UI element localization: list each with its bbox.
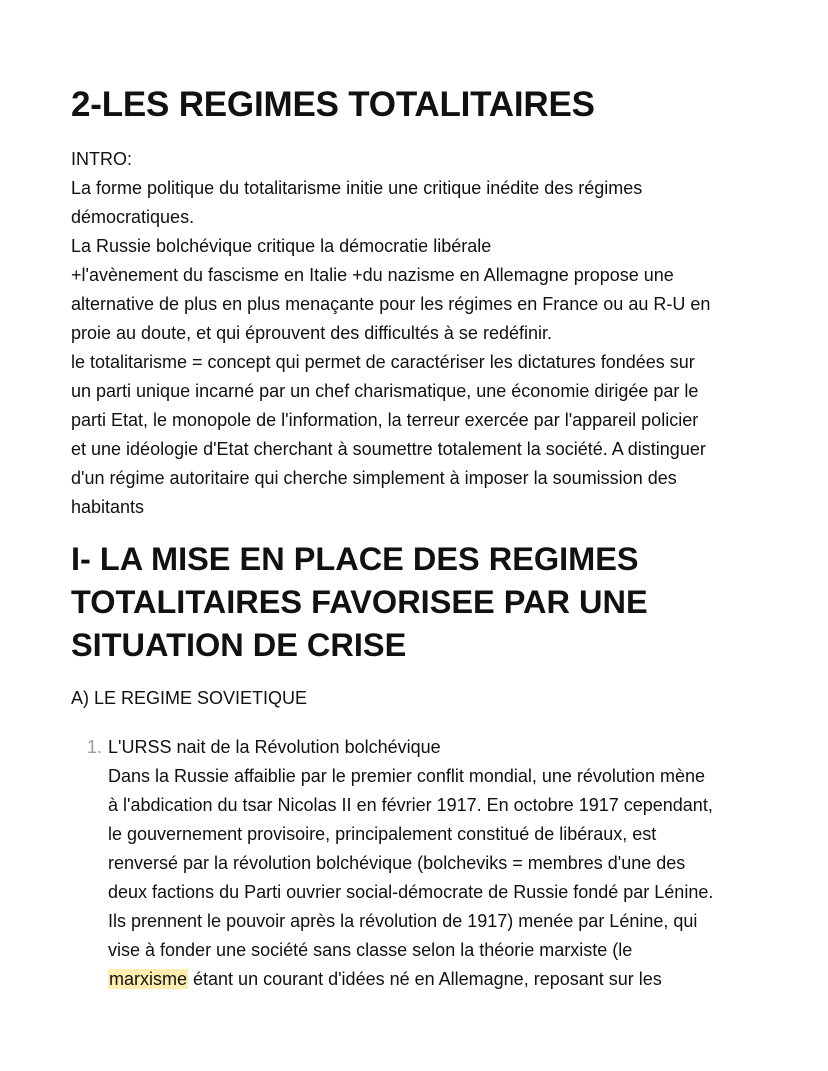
document-page [71, 82, 771, 994]
list-item [87, 733, 771, 994]
intro-line: proie au doute, et qui éprouvent des difficultés à se redéfinir. [71, 323, 552, 343]
list-item-line-rest: étant un courant d'idées né en Allemagne, reposant sur les [188, 969, 662, 989]
intro-line: un parti unique incarné par un chef charismatique, une économie dirigée par le [71, 381, 699, 401]
subsection-heading: A) LE REGIME SOVIETIQUE [71, 688, 308, 708]
list-item-line: renversé par la révolution bolchévique (bolcheviks = membres d'une des [108, 853, 686, 873]
section-heading-line: I- LA MISE EN PLACE DES REGIMES [71, 541, 639, 577]
numbered-list [71, 733, 771, 994]
intro-line: La Russie bolchévique critique la démocratie libérale [71, 236, 492, 256]
list-item-line [108, 965, 771, 994]
intro-label: INTRO: [71, 149, 132, 169]
list-number: 1. [87, 737, 103, 757]
list-item-line: vise à fonder une société sans classe selon la théorie marxiste (le [108, 940, 633, 960]
section-heading [71, 538, 771, 667]
intro-line: d'un régime autoritaire qui cherche simplement à imposer la soumission des [71, 468, 677, 488]
section-heading-line: TOTALITAIRES FAVORISEE PAR UNE [71, 584, 648, 620]
list-item-heading: L'URSS nait de la Révolution bolchévique [108, 737, 441, 757]
intro-line: alternative de plus en plus menaçante pour les régimes en France ou au R-U en [71, 294, 711, 314]
list-item-line: deux factions du Parti ouvrier social-démocrate de Russie fondé par Lénine. [108, 882, 714, 902]
intro-line: La forme politique du totalitarisme initie une critique inédite des régimes [71, 178, 643, 198]
document-title: 2-LES REGIMES TOTALITAIRES [71, 85, 595, 124]
intro-block [71, 145, 771, 522]
intro-line: parti Etat, le monopole de l'information, la terreur exercée par l'appareil policier [71, 410, 699, 430]
intro-line: +l'avènement du fascisme en Italie +du nazisme en Allemagne propose une [71, 265, 674, 285]
list-item-line: à l'abdication du tsar Nicolas II en février 1917. En octobre 1917 cependant, [108, 795, 713, 815]
intro-line: et une idéologie d'Etat cherchant à soumettre totalement la société. A distinguer [71, 439, 706, 459]
highlighted-term: marxisme [109, 969, 188, 989]
intro-line: démocratiques. [71, 207, 195, 227]
list-item-line: Dans la Russie affaiblie par le premier conflit mondial, une révolution mène [108, 766, 705, 786]
list-item-line: le gouvernement provisoire, principalement constitué de libéraux, est [108, 824, 657, 844]
intro-line: le totalitarisme = concept qui permet de caractériser les dictatures fondées sur [71, 352, 695, 372]
section-heading-line: SITUATION DE CRISE [71, 627, 407, 663]
intro-line: habitants [71, 497, 145, 517]
list-item-line: Ils prennent le pouvoir après la révolution de 1917) menée par Lénine, qui [108, 911, 698, 931]
